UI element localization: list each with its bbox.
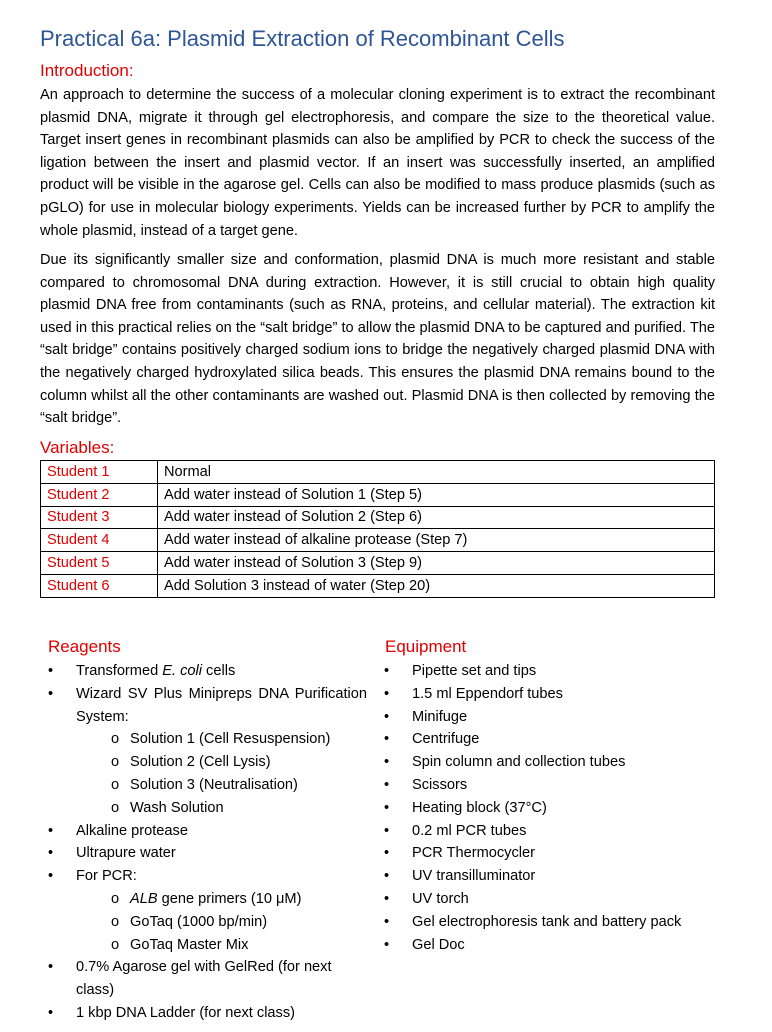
list-item [41,728,367,751]
list-item [377,774,707,797]
list-item [41,888,367,911]
list-item-text: Solution 2 (Cell Lysis) [130,754,271,771]
variables-table [40,460,715,598]
list-item [377,934,707,957]
equipment-heading: Equipment [385,637,467,656]
table-row [41,529,715,552]
student-cell: Student 4 [41,529,158,552]
list-item [41,956,367,1002]
condition-cell: Normal [158,461,715,484]
list-item-text: Alkaline protease [76,822,188,839]
list-item [41,842,367,865]
list-item [377,842,707,865]
list-item-text: cells [202,663,236,679]
list-item-text: GoTaq Master Mix [130,936,249,953]
condition-cell: Add water instead of Solution 1 (Step 5) [158,483,715,506]
list-item-text: Wizard SV Plus Minipreps DNA Purification System: [76,685,367,725]
list-item-text: PCR Thermocycler [412,845,535,862]
table-row [41,461,715,484]
reagents-heading: Reagents [48,637,121,656]
condition-cell: Add water instead of Solution 2 (Step 6) [158,506,715,529]
list-item [377,865,707,888]
page-title: Practical 6a: Plasmid Extraction of Recombinant Cells [40,26,565,51]
list-item [377,797,707,820]
list-item-text: gene primers (10 μM) [157,890,302,907]
list-item [41,774,367,797]
list-item [377,683,707,706]
list-item [41,934,367,957]
list-item-emphasis: E. coli [162,663,202,679]
list-item-text: UV torch [412,890,469,907]
condition-cell: Add water instead of Solution 3 (Step 9) [158,552,715,575]
list-item-text: 0.2 ml PCR tubes [412,822,527,839]
list-item-text: UV transilluminator [412,868,536,885]
list-item-text: Wash Solution [130,799,224,816]
list-item-text: Gel Doc [412,936,465,953]
list-item-text: For PCR: [76,868,137,885]
table-row [41,552,715,575]
list-item-text: Pipette set and tips [412,663,537,679]
list-item [377,660,707,683]
introduction-heading: Introduction: [40,61,134,80]
list-item-text: Scissors [412,776,468,793]
table-row [41,483,715,506]
list-item [41,865,367,888]
list-item-text: Solution 1 (Cell Resuspension) [130,731,331,748]
list-item-emphasis: ALB [130,890,158,907]
list-item [41,751,367,774]
student-cell: Student 2 [41,483,158,506]
list-item-text: 1 kbp DNA Ladder (for next class) [76,1004,296,1021]
list-item [377,911,707,934]
table-row [41,574,715,597]
list-item [41,683,367,729]
list-item-text: Centrifuge [412,731,480,748]
student-cell: Student 1 [41,461,158,484]
list-item [377,820,707,843]
list-item [377,728,707,751]
list-item-text: 1.5 ml Eppendorf tubes [412,685,563,702]
list-item-text: Gel electrophoresis tank and battery pack [412,913,682,930]
list-item-text: Transformed [76,663,163,679]
condition-cell: Add water instead of alkaline protease (Step 7) [158,529,715,552]
reagents-list [41,660,367,1025]
condition-cell: Add Solution 3 instead of water (Step 20) [158,574,715,597]
table-row [41,506,715,529]
list-item [377,706,707,729]
equipment-list [377,660,707,956]
list-item [377,751,707,774]
list-item-text: Spin column and collection tubes [412,754,626,771]
introduction-paragraph-1: An approach to determine the success of a molecular cloning experiment is to extract the recombinant plasmid DNA, migrate it through gel electrophoresis, and compare the size to the theoretical value. Target insert genes in recombinant plasmids can also be amplified by PCR to check the success of the ligation between the insert and plasmid vector. If an insert was successfully inserted, an amplified product will be visible in the agarose gel. Cells can also be modified to mass produce plasmids (such as pGLO) for use in molecular biology experiments. Yields can be increased further by PCR to amplify the whole plasmid, instead of a target gene. [40,87,715,239]
list-item-text: Heating block (37°C) [412,799,547,816]
student-cell: Student 5 [41,552,158,575]
list-item-text: Minifuge [412,708,468,725]
list-item-text: Ultrapure water [76,845,176,862]
list-item [41,1002,367,1025]
variables-heading: Variables: [40,438,115,457]
list-item [377,888,707,911]
introduction-paragraph-2: Due its significantly smaller size and conformation, plasmid DNA is much more resistant and stable compared to chromosomal DNA during extraction. However, it is still crucial to obtain high quality plasmid DNA free from contaminants (such as RNA, proteins, and cellular material). The extraction kit used in this practical relies on the “salt bridge” to allow the plasmid DNA to be captured and purified. The “salt bridge” contains positively charged sodium ions to bridge the negatively charged plasmid DNA with the negatively charged hydroxylated silica beads. This ensures the plasmid DNA remains bound to the column whilst all the other contaminants are washed out. Plasmid DNA is then collected by removing the “salt bridge”. [40,252,715,427]
list-item [41,911,367,934]
list-item-text: Solution 3 (Neutralisation) [130,776,298,793]
student-cell: Student 6 [41,574,158,597]
student-cell: Student 3 [41,506,158,529]
list-item-text: 0.7% Agarose gel with GelRed (for next class) [76,959,332,999]
list-item [41,797,367,820]
list-item [41,660,367,683]
list-item [41,820,367,843]
list-item-text: GoTaq (1000 bp/min) [130,913,268,930]
